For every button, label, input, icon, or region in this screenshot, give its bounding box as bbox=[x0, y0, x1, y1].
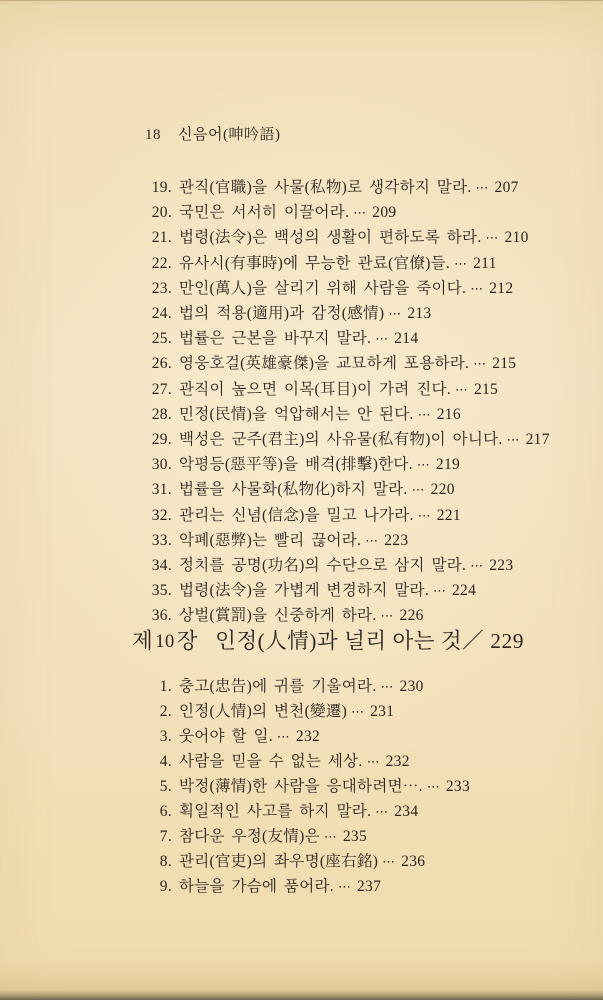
toc-entry bbox=[146, 775, 470, 800]
toc-entry-page: 210 bbox=[504, 229, 529, 247]
toc-entry-number: 33. bbox=[151, 531, 172, 549]
toc-entry bbox=[146, 725, 470, 750]
dot-leader: ⋯ bbox=[380, 609, 395, 625]
toc-entry-number: 3. bbox=[159, 728, 172, 745]
toc-entry-number: 5. bbox=[159, 778, 172, 795]
dot-leader: ⋯ bbox=[416, 458, 431, 474]
dot-leader: ⋯ bbox=[375, 805, 390, 820]
toc-entry-number: 1. bbox=[159, 678, 172, 695]
toc-entry bbox=[146, 176, 550, 201]
dot-leader: ⋯ bbox=[323, 830, 338, 845]
dot-leader: ⋯ bbox=[433, 584, 447, 600]
toc-entry bbox=[146, 700, 470, 725]
toc-entry-number: 26. bbox=[151, 355, 172, 373]
toc-entry-page: 233 bbox=[445, 778, 471, 795]
dot-leader: ⋯ bbox=[454, 382, 469, 398]
toc-entry-number: 21. bbox=[151, 229, 172, 247]
toc-entry-number: 22. bbox=[151, 254, 172, 272]
toc-entry bbox=[146, 504, 550, 529]
toc-entry-number: 36. bbox=[151, 607, 172, 625]
toc-entry bbox=[146, 453, 550, 478]
toc-section-chapter10 bbox=[146, 675, 470, 900]
toc-entry-page: 221 bbox=[436, 506, 461, 524]
chapter-title: 인정(人情)과 널리 아는 것 bbox=[215, 629, 463, 653]
toc-entry bbox=[146, 675, 470, 700]
toc-entry-page: 215 bbox=[492, 355, 517, 373]
toc-entry bbox=[146, 403, 550, 428]
toc-entry-page: 216 bbox=[436, 405, 461, 423]
toc-entry bbox=[146, 352, 550, 377]
toc-entry-title: 법령(法令)은 백성의 생활이 편하도록 하라. bbox=[179, 229, 482, 247]
toc-entry-page: 232 bbox=[295, 728, 321, 745]
toc-entry-number: 6. bbox=[159, 803, 172, 820]
toc-entry-title: 법률은 근본을 바꾸지 말라. bbox=[179, 330, 372, 348]
toc-entry-number: 20. bbox=[151, 204, 172, 222]
dot-leader: ⋯ bbox=[454, 256, 469, 272]
toc-entry bbox=[146, 252, 550, 277]
toc-entry bbox=[146, 800, 470, 825]
toc-entry-number: 9. bbox=[159, 878, 172, 895]
toc-entry-number: 34. bbox=[151, 557, 172, 575]
dot-leader: ⋯ bbox=[365, 533, 380, 549]
dot-leader: ⋯ bbox=[380, 680, 395, 695]
toc-entry-page: 211 bbox=[473, 254, 497, 272]
toc-entry-page: 219 bbox=[435, 456, 461, 474]
toc-entry-number: 2. bbox=[159, 703, 172, 720]
toc-entry-page: 226 bbox=[399, 607, 424, 625]
toc-entry-number: 19. bbox=[151, 179, 172, 196]
toc-entry-title: 법의 적용(適用)과 감정(感情) bbox=[179, 305, 385, 323]
chapter-label-prefix: 제 bbox=[132, 629, 154, 653]
toc-entry-page: 213 bbox=[407, 305, 432, 323]
dot-leader: ⋯ bbox=[276, 730, 291, 745]
toc-entry-page: 215 bbox=[473, 380, 499, 398]
toc-entry bbox=[146, 327, 550, 352]
dot-leader: ⋯ bbox=[337, 880, 352, 895]
toc-entry-page: 234 bbox=[394, 803, 419, 820]
toc-entry bbox=[146, 529, 550, 554]
toc-entry-title: 획일적인 사고를 하지 말라. bbox=[179, 803, 372, 820]
toc-entry-title: 참다운 우정(友情)은 bbox=[179, 828, 320, 845]
toc-entry-title: 악평등(惡平等)을 배격(排擊)한다. bbox=[179, 456, 413, 474]
toc-entry-number: 24. bbox=[151, 305, 172, 323]
toc-entry-title: 관직(官職)을 사물(私物)로 생각하지 말라. bbox=[179, 179, 472, 196]
toc-entry-title: 백성은 군주(君主)의 사유물(私有物)이 아니다. bbox=[179, 431, 503, 449]
toc-entry-page: 232 bbox=[385, 753, 410, 770]
toc-entry bbox=[146, 750, 470, 775]
toc-entry-title: 영웅호걸(英雄豪傑)을 교묘하게 포용하라. bbox=[179, 355, 470, 373]
toc-entry-title: 정치를 공명(功名)의 수단으로 삼지 말라. bbox=[179, 557, 467, 575]
toc-entry-number: 7. bbox=[159, 828, 172, 845]
dot-leader: ⋯ bbox=[417, 508, 432, 524]
toc-entry-title: 하늘을 가슴에 품어라. bbox=[179, 878, 334, 895]
dot-leader: ⋯ bbox=[388, 307, 403, 323]
toc-entry-number: 27. bbox=[151, 380, 172, 398]
toc-entry bbox=[146, 850, 470, 875]
toc-entry-title: 국민은 서서히 이끌어라. bbox=[179, 204, 350, 222]
toc-entry-number: 32. bbox=[151, 506, 172, 524]
toc-entry-page: 207 bbox=[494, 179, 519, 196]
dot-leader: ⋯ bbox=[473, 357, 488, 373]
toc-entry bbox=[146, 277, 550, 302]
toc-entry-title: 법령(法令)을 가볍게 변경하지 말라. bbox=[179, 582, 429, 600]
dot-leader: ⋯ bbox=[470, 281, 485, 297]
toc-entry bbox=[146, 554, 550, 579]
running-head bbox=[145, 124, 280, 146]
chapter-number: 10 bbox=[155, 632, 175, 652]
toc-entry-number: 25. bbox=[151, 330, 172, 348]
toc-entry-title: 악폐(惡弊)는 빨리 끊어라. bbox=[179, 531, 362, 549]
toc-section-chapter9 bbox=[146, 176, 550, 630]
toc-entry-number: 35. bbox=[151, 582, 172, 600]
toc-entry bbox=[146, 478, 550, 503]
chapter-heading bbox=[132, 626, 524, 658]
dot-leader: ⋯ bbox=[411, 483, 426, 499]
toc-entry bbox=[146, 378, 550, 403]
toc-entry-number: 28. bbox=[151, 405, 172, 423]
chapter-page: 229 bbox=[490, 629, 524, 653]
toc-entry-title: 만인(萬人)을 살리기 위해 사람을 죽이다. bbox=[179, 279, 467, 297]
toc-entry-page: 214 bbox=[394, 330, 419, 348]
toc-entry-page: 237 bbox=[356, 878, 382, 895]
toc-entry bbox=[146, 579, 550, 604]
toc-entry bbox=[146, 302, 550, 327]
dot-leader: ⋯ bbox=[417, 407, 432, 423]
dot-leader: ⋯ bbox=[382, 855, 397, 870]
dot-leader: ⋯ bbox=[485, 231, 500, 247]
dot-leader: ⋯ bbox=[366, 755, 381, 770]
page-number: 18 bbox=[145, 127, 161, 143]
toc-entry bbox=[146, 875, 470, 900]
chapter-slash: ／ bbox=[462, 629, 485, 653]
toc-entry-page: 235 bbox=[342, 828, 367, 845]
toc-entry-title: 상벌(賞罰)을 신중하게 하라. bbox=[179, 607, 377, 625]
toc-entry-title: 법률을 사물화(私物化)하지 말라. bbox=[179, 481, 408, 499]
toc-entry-number: 23. bbox=[151, 279, 172, 297]
toc-entry-title: 인정(人情)의 변천(變遷) bbox=[179, 703, 348, 720]
toc-entry-title: 웃어야 할 일. bbox=[179, 728, 273, 745]
book-title: 신음어(呻吟語) bbox=[178, 127, 281, 143]
dot-leader: ⋯ bbox=[426, 780, 441, 795]
toc-entry bbox=[146, 825, 470, 850]
toc-entry-number: 29. bbox=[151, 431, 172, 449]
toc-entry-title: 관직이 높으면 이목(耳目)이 가려 진다. bbox=[179, 380, 451, 398]
toc-entry-page: 220 bbox=[430, 481, 455, 499]
toc-entry-number: 30. bbox=[151, 456, 172, 474]
dot-leader: ⋯ bbox=[351, 705, 366, 720]
toc-entry-title: 사람을 믿을 수 없는 세상. bbox=[179, 753, 363, 770]
toc-entry bbox=[146, 428, 550, 453]
toc-entry-title: 박정(薄情)한 사람을 응대하려면⋯. bbox=[179, 778, 423, 795]
toc-entry bbox=[146, 226, 550, 251]
toc-entry-page: 217 bbox=[525, 431, 550, 449]
dot-leader: ⋯ bbox=[475, 181, 490, 196]
toc-entry bbox=[146, 201, 550, 226]
toc-entry-title: 민정(民情)을 억압해서는 안 된다. bbox=[179, 405, 414, 423]
toc-entry-page: 223 bbox=[384, 531, 409, 549]
toc-entry-page: 209 bbox=[372, 204, 397, 222]
dot-leader: ⋯ bbox=[353, 206, 368, 222]
toc-entry-title: 관리(官吏)의 좌우명(座右銘) bbox=[179, 853, 379, 870]
chapter-label-suffix: 장 bbox=[176, 629, 199, 653]
toc-entry-number: 8. bbox=[159, 853, 172, 870]
dot-leader: ⋯ bbox=[506, 433, 521, 449]
toc-entry-page: 223 bbox=[489, 557, 514, 575]
toc-entry-page: 236 bbox=[401, 853, 426, 870]
toc-entry-title: 충고(忠告)에 귀를 기울여라. bbox=[179, 678, 377, 695]
toc-entry-page: 224 bbox=[452, 582, 477, 600]
dot-leader: ⋯ bbox=[470, 559, 485, 575]
toc-entry-title: 관리는 신념(信念)을 밀고 나가라. bbox=[179, 506, 414, 524]
toc-entry-number: 4. bbox=[159, 753, 172, 770]
toc-entry-title: 유사시(有事時)에 무능한 관료(官僚)들. bbox=[179, 254, 451, 272]
toc-entry-page: 231 bbox=[370, 703, 395, 720]
toc-entry-number: 31. bbox=[151, 481, 172, 499]
toc-entry-page: 212 bbox=[489, 279, 514, 297]
toc-entry-page: 230 bbox=[399, 678, 424, 695]
dot-leader: ⋯ bbox=[375, 332, 390, 348]
